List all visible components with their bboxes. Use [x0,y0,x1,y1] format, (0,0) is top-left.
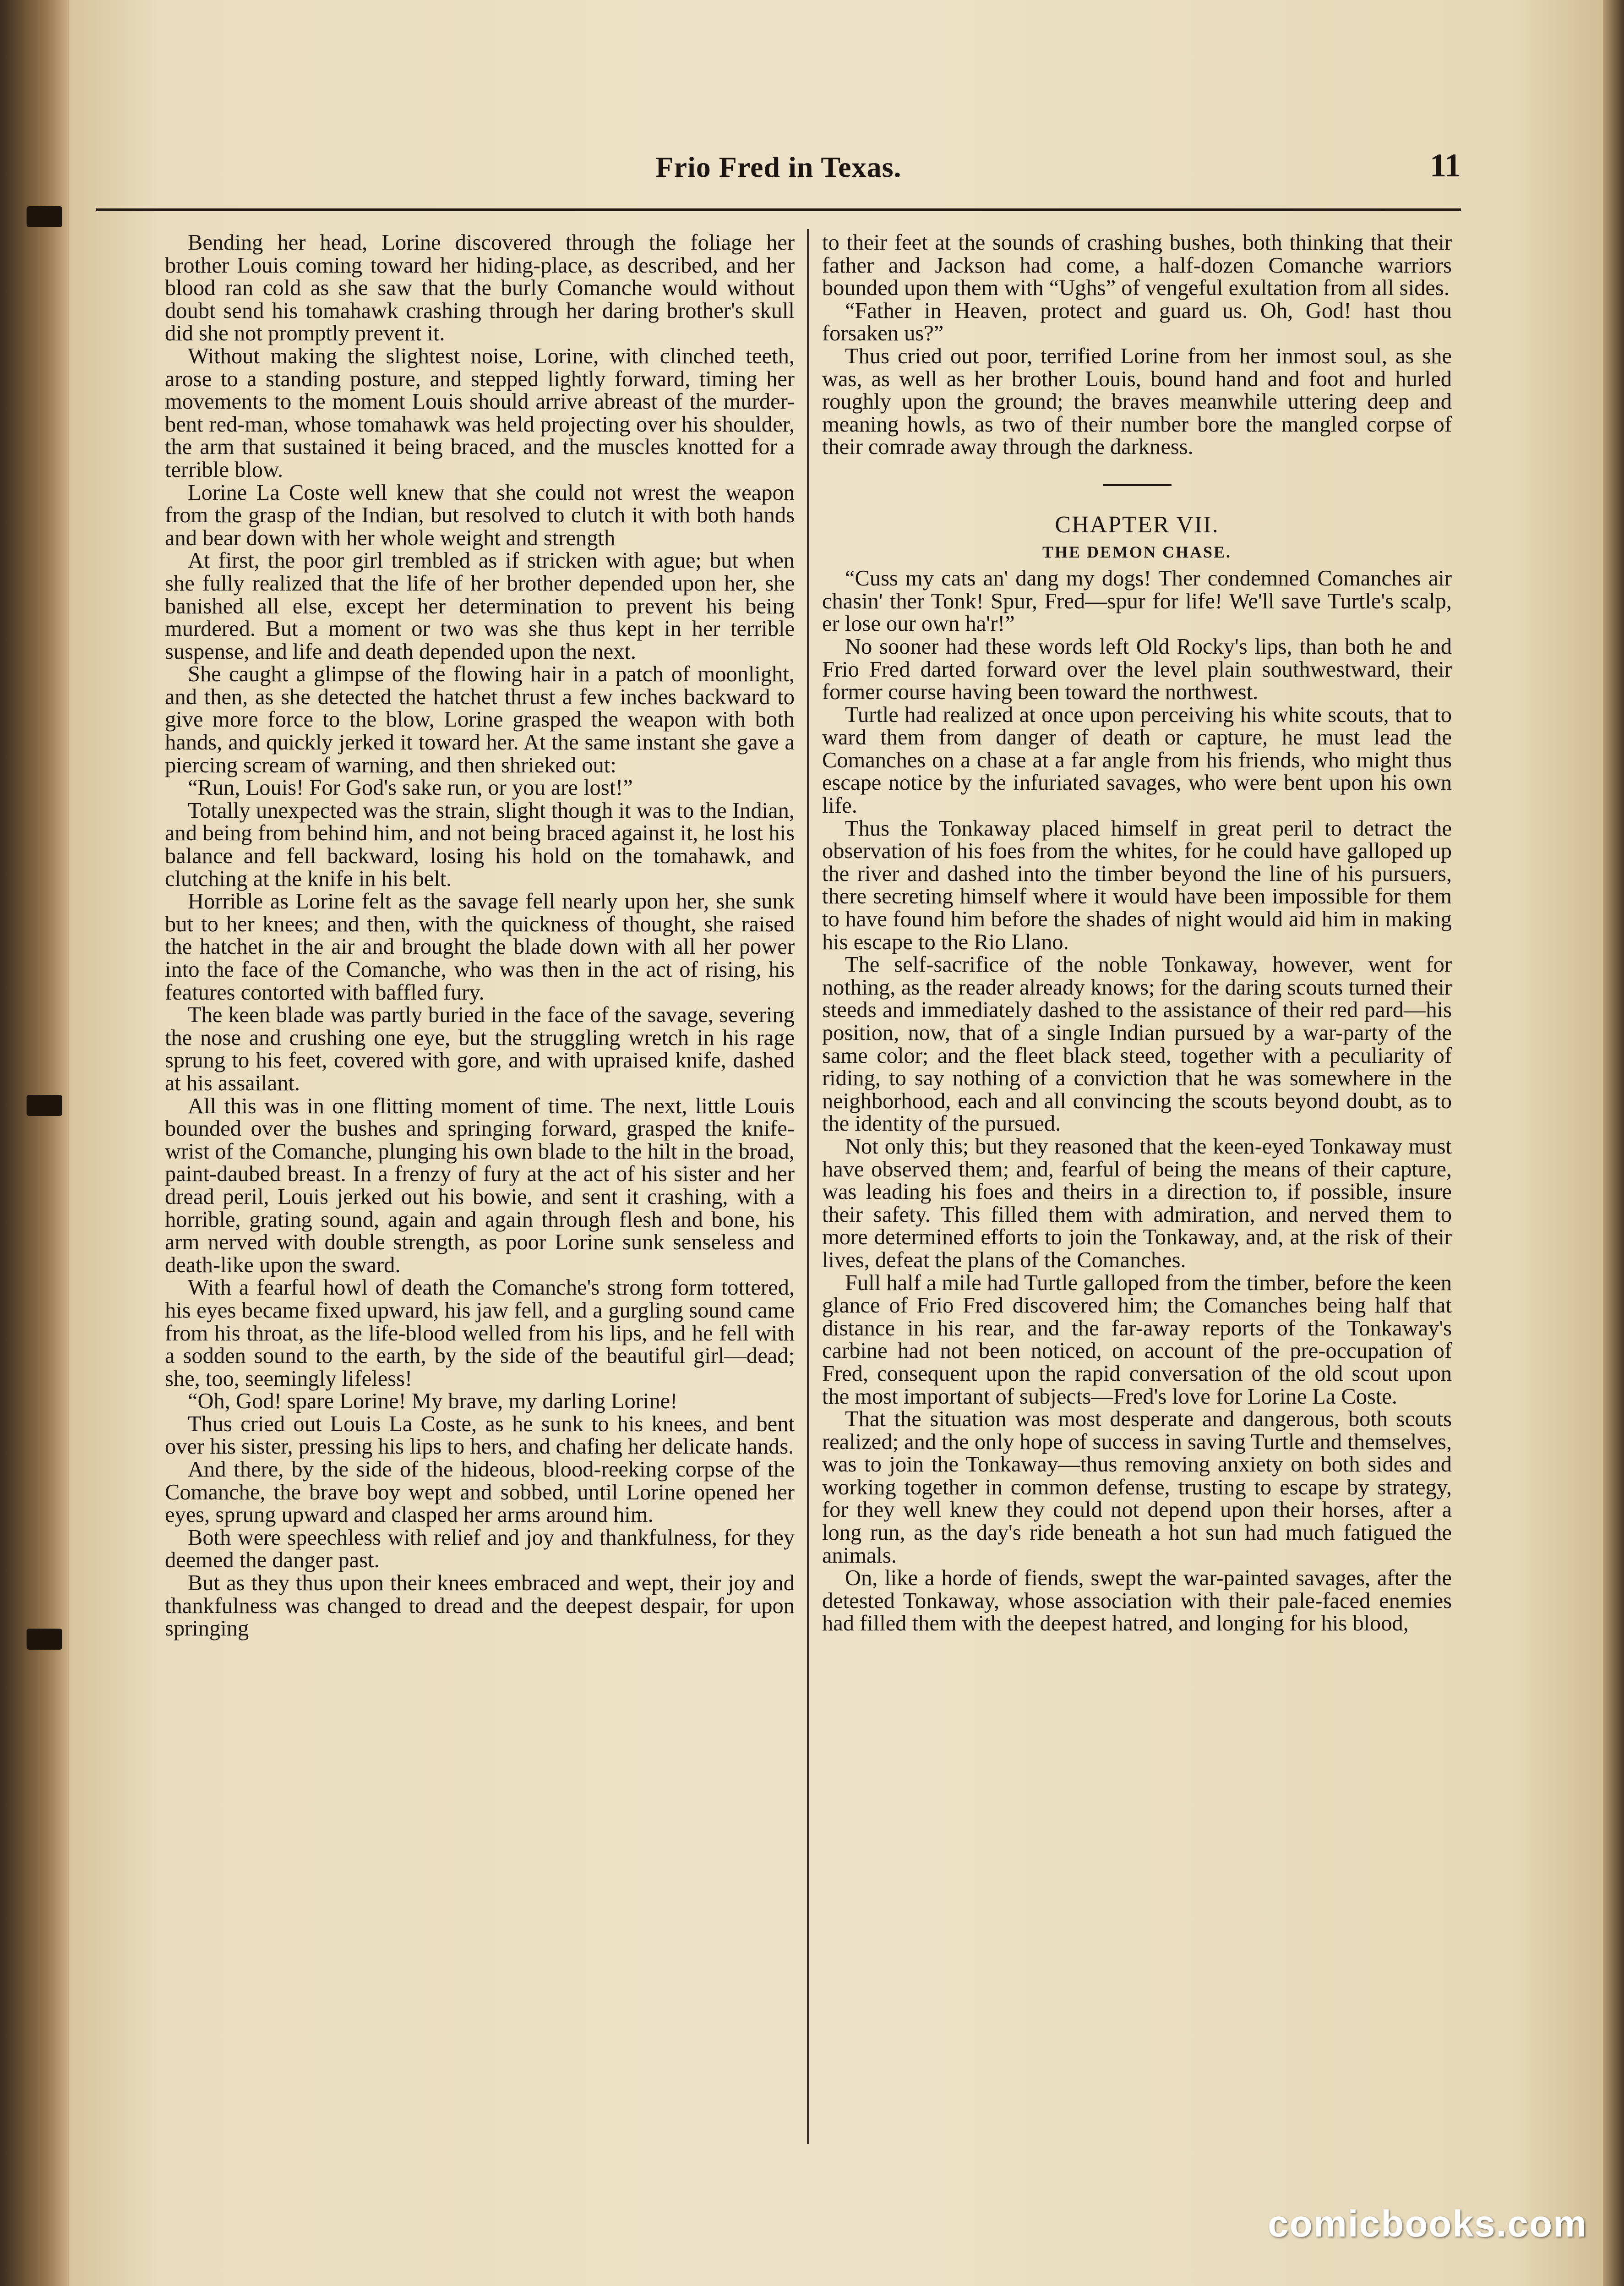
chapter-subtitle: THE DEMON CHASE. [1042,542,1232,561]
binding-staple [27,1629,62,1650]
paragraph: Thus cried out poor, terrified Lorine from her inmost soul, as she was, as well as her brother Louis, bound hand and foot and hurled roughly upon the ground; the braves meanwhile uttering deep and meaning howls, as two of their number bore the mangled corpse of their comrade away through the darkness. [822,344,1452,459]
paragraph: Turtle had realized at once upon perceiving his white scouts, that to ward them from danger of death or capture, he must lead the Comanches on a chase at a far angle from his friends, who might thus escape notice by the infuriated savages, who were bent upon his own life. [822,702,1452,818]
paragraph: “Oh, God! spare Lorine! My brave, my darling Lorine! [188,1389,678,1414]
left-column [165,231,795,1640]
paragraph: “Father in Heaven, protect and guard us. Oh, God! hast thou forsaken us?” [822,298,1452,346]
paragraph: “Run, Louis! For God's sake run, or you are lost!” [188,776,633,800]
paragraph: All this was in one flitting moment of time. The next, little Louis bounded over the bushes and springing forward, grasped the knife-wrist of the Comanche, plunging his own blade to the hilt in the broad, paint-daubed breast. In a frenzy of fury at the act of his sister and her dread peril, Louis jerked out his bowie, and sent it crashing, with a horrible, grating sound, again and again through flesh and bone, his arm nerved with double strength, as poor Lorine sunk senseless and death-like upon the sward. [165,1094,795,1277]
paragraph: At first, the poor girl trembled as if stricken with ague; but when she fully realized that the life of her brother depended upon her, she banished all else, except her determination to prevent his being murdered. But a moment or two was she thus kept in her terrible suspense, and life and death depended upon the next. [165,548,795,664]
paragraph: She caught a glimpse of the flowing hair in a patch of moonlight, and then, as she detected the hatchet thrust a few inches backward to give more force to the blow, Lorine grasped the weapon with both hands, and quickly jerked it toward her. At the same instant she gave a piercing scream of warning, and then shrieked out: [165,662,795,777]
paragraph: Both were speechless with relief and joy and thankfulness, for they deemed the danger past. [165,1525,795,1573]
paragraph: The self-sacrifice of the noble Tonkaway, however, went for nothing, as the reader already knows; for the daring scouts turned their steeds and immediately dashed to the assistance of their red pard—his position, now, that of a single Indian pursued by a war-party of the same color; and the fleet black steed, together with a peculiarity of riding, to say nothing of a conviction that he was somewhere in the neighborhood, each and all convincing the scouts beyond doubt, as to the identity of the pursued. [822,952,1452,1136]
paragraph: Thus cried out Louis La Coste, as he sunk to his knees, and bent over his sister, pressing his lips to hers, and chafing her delicate hands. [165,1411,795,1459]
paragraph: to their feet at the sounds of crashing bushes, both thinking that their father and Jackson had come, a half-dozen Comanche warriors bounded upon them with “Ughs” of vengeful exultation from all sides. [822,230,1452,301]
paragraph: With a fearful howl of death the Comanche's strong form tottered, his eyes became fixed upward, his jaw fell, and a gurgling sound came from his throat, as the life-blood welled from his lips, and he fell with a sodden sound to the earth, by the side of the beautiful girl—dead; she, too, seemingly lifeless! [165,1275,795,1391]
paragraph: Horrible as Lorine felt as the savage fell nearly upon her, she sunk but to her knees; and then, with the quickness of thought, she raised the hatchet in the air and brought the blade down with all her power into the face of the Comanche, who was then in the act of rising, his features contorted with baffled fury. [165,889,795,1005]
page-edge-shadow [1603,0,1624,2286]
paragraph: And there, by the side of the hideous, blood-reeking corpse of the Comanche, the brave boy wept and sobbed, until Lorine opened her eyes, sprung upward and clasped her arms around him. [165,1457,795,1527]
paragraph: Bending her head, Lorine discovered through the foliage her brother Louis coming toward her hiding-place, as described, and her blood ran cold as she saw that the burly Comanche would without doubt send his tomahawk crashing through her daring brother's skull did she not promptly prevent it. [165,230,795,346]
paragraph: Lorine La Coste well knew that she could not wrest the weapon from the grasp of the Indian, but resolved to clutch it with both hands and bear down with her whole weight and strength [165,480,795,550]
paragraph: Thus the Tonkaway placed himself in great peril to detract the observation of his foes from the whites, for he could have galloped up the river and dashed into the timber beyond the line of his pursuers, there secreting himself where it would have been impossible for them to have found him before the shades of night would aid him in making his escape to the Rio Llano. [822,816,1452,954]
paragraph: But as they thus upon their knees embraced and wept, their joy and thankfulness was changed to dread and the deepest despair, for upon springing [165,1571,795,1641]
paragraph: That the situation was most desperate and dangerous, both scouts realized; and the only hope of success in saving Turtle and themselves, was to join the Tonkaway—thus removing anxiety on both sides and working together in common defense, trusting to escape by strategy, for they well knew they could not depend upon their horses, after a long run, as the day's ride beneath a hot sun had much fatigued the animals. [822,1407,1452,1568]
paragraph: The keen blade was partly buried in the face of the savage, severing the nose and crushing one eye, but the struggling wretch in his rage sprung to his feet, covered with gore, and with upraised knife, dashed at his assailant. [165,1003,795,1095]
page-header [96,137,1461,188]
binding-staple [27,1095,62,1116]
paragraph: Full half a mile had Turtle galloped from the timber, before the keen glance of Frio Fred discovered him; the Comanches being half that distance in his rear, and the far-away reports of the Tonkaway's carbine had not been noticed, on account of the pre-occupation of Fred, consequent upon the rapid conversation of the old scout upon the most important of subjects—Fred's love for Lorine La Coste. [822,1270,1452,1409]
column-divider [807,229,809,2144]
paragraph: Totally unexpected was the strain, slight though it was to the Indian, and being from behind him, and not being braced against it, he lost his balance and fell backward, losing his hold on the tomahawk, and clutching at the knife in his belt. [165,798,795,891]
page-number: 11 [1429,147,1461,184]
paragraph: “Cuss my cats an' dang my dogs! Ther condemned Comanches air chasin' ther Tonk! Spur, Fred—spur for life! We'll save Turtle's scalp, er lose our own ha'r!” [822,566,1452,636]
paragraph: On, like a horde of fiends, swept the war-painted savages, after the detested Tonkaway, whose association with their pale-faced enemies had filled them with the deepest hatred, and longing for his blood, [822,1566,1452,1636]
watermark: comicbooks.com [1268,2203,1587,2245]
binding-staple [27,206,62,227]
book-binding [0,0,69,2286]
right-column [822,231,1452,1635]
header-rule [96,208,1461,211]
running-title: Frio Fred in Texas. [655,151,902,183]
paragraph: No sooner had these words left Old Rocky's lips, than both he and Frio Fred darted forward over the level plain southwestward, their former course having been toward the northwest. [822,634,1452,705]
chapter-heading: CHAPTER VII. [1055,511,1219,538]
section-divider [1103,484,1172,486]
paragraph: Without making the slightest noise, Lorine, with clinched teeth, arose to a standing posture, and stepped lightly forward, timing her movements to the moment Louis should arrive abreast of the murder-bent red-man, whose tomahawk was held projecting over his shoulder, the arm that sustained it being braced, and the muscles knotted for a terrible blow. [165,344,795,482]
paragraph: Not only this; but they reasoned that the keen-eyed Tonkaway must have observed them; and, fearful of being the means of their capture, was leading his foes and theirs in a direction to, if possible, insure their safety. This filled them with admiration, and nerved them to more determined efforts to join the Tonkaway, and, at the risk of their lives, defeat the plans of the Comanches. [822,1134,1452,1272]
